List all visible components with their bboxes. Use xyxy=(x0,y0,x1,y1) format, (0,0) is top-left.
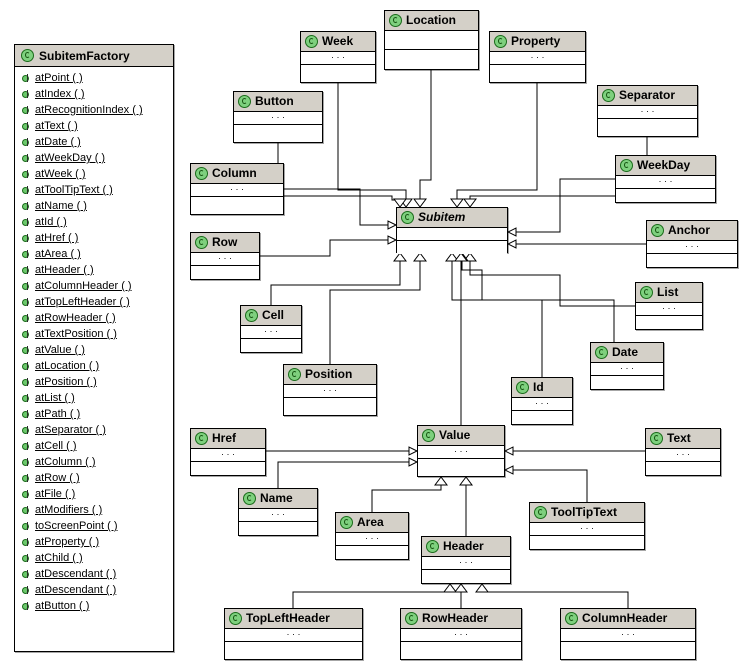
method-icon xyxy=(22,202,31,211)
method-item[interactable] xyxy=(15,86,173,102)
method-label: atDescendant ( ) xyxy=(35,568,117,580)
method-item[interactable] xyxy=(15,118,173,134)
class-node-title xyxy=(530,503,644,523)
class-node-column[interactable] xyxy=(190,163,284,215)
class-name: Subitem xyxy=(418,210,466,224)
operations-compartment xyxy=(512,411,572,424)
class-icon xyxy=(516,381,529,394)
class-node-separator[interactable] xyxy=(597,85,698,137)
method-label: atWeekDay ( ) xyxy=(35,152,106,164)
operations-compartment xyxy=(336,546,408,559)
method-item[interactable] xyxy=(15,134,173,150)
class-name: Id xyxy=(533,380,544,394)
class-name: Text xyxy=(667,431,691,445)
method-item[interactable] xyxy=(15,598,173,614)
attributes-compartment: · · · xyxy=(591,363,663,376)
method-label: atTopLeftHeader ( ) xyxy=(35,296,130,308)
method-icon xyxy=(22,186,31,195)
method-item[interactable] xyxy=(15,550,173,566)
method-label: atRecognitionIndex ( ) xyxy=(35,104,143,116)
method-label: atHref ( ) xyxy=(35,232,79,244)
operations-compartment xyxy=(397,241,507,254)
class-name: Separator xyxy=(619,88,676,102)
method-item[interactable] xyxy=(15,390,173,406)
method-label: atArea ( ) xyxy=(35,248,81,260)
class-name: Row xyxy=(212,235,238,249)
class-name: Week xyxy=(322,34,354,48)
method-icon xyxy=(22,538,31,547)
attributes-compartment: · · · xyxy=(225,629,362,642)
method-icon xyxy=(22,298,31,307)
method-label: atValue ( ) xyxy=(35,344,85,356)
method-icon xyxy=(22,570,31,579)
class-name: RowHeader xyxy=(422,611,489,625)
method-icon xyxy=(22,426,31,435)
class-name: Cell xyxy=(262,308,285,322)
method-item[interactable] xyxy=(15,182,173,198)
class-node-title xyxy=(397,208,507,228)
class-icon xyxy=(288,368,301,381)
operations-compartment xyxy=(490,65,585,78)
class-node-title xyxy=(385,11,478,31)
attributes-compartment: · · · xyxy=(512,398,572,411)
operations-compartment xyxy=(191,266,259,279)
method-icon xyxy=(22,218,31,227)
class-name: Anchor xyxy=(668,223,710,237)
method-icon xyxy=(22,394,31,403)
attributes-compartment: · · · xyxy=(284,385,376,398)
method-item[interactable] xyxy=(15,278,173,294)
attributes-compartment: · · · xyxy=(647,241,737,254)
class-name: TopLeftHeader xyxy=(246,611,330,625)
method-icon xyxy=(22,234,31,243)
operations-compartment xyxy=(616,189,715,202)
method-item[interactable] xyxy=(15,166,173,182)
class-node-title xyxy=(616,156,715,176)
method-label: atFile ( ) xyxy=(35,488,76,500)
class-name: Button xyxy=(255,94,294,108)
attributes-compartment: · · · xyxy=(490,52,585,65)
method-icon xyxy=(22,154,31,163)
class-icon xyxy=(340,516,353,529)
operations-compartment xyxy=(647,254,737,267)
class-node-title xyxy=(591,343,663,363)
method-label: atButton ( ) xyxy=(35,600,90,612)
method-icon xyxy=(22,474,31,483)
class-node-title xyxy=(490,32,585,52)
method-icon xyxy=(22,410,31,419)
class-node-title xyxy=(646,429,720,449)
method-item[interactable] xyxy=(15,326,173,342)
method-icon xyxy=(22,138,31,147)
method-item[interactable] xyxy=(15,342,173,358)
class-icon xyxy=(195,236,208,249)
method-icon xyxy=(22,314,31,323)
operations-compartment xyxy=(636,316,702,329)
class-name: Column xyxy=(212,166,257,180)
method-label: atSeparator ( ) xyxy=(35,424,106,436)
method-icon xyxy=(22,250,31,259)
operations-compartment xyxy=(591,376,663,389)
method-item[interactable] xyxy=(15,406,173,422)
method-item[interactable] xyxy=(15,582,173,598)
method-label: atName ( ) xyxy=(35,200,87,212)
class-icon xyxy=(243,492,256,505)
class-name: Location xyxy=(406,13,456,27)
attributes-compartment: · · · xyxy=(239,509,317,522)
class-node-name[interactable] xyxy=(238,488,318,536)
method-item[interactable] xyxy=(15,246,173,262)
class-icon xyxy=(238,95,251,108)
operations-compartment xyxy=(418,459,504,472)
method-icon xyxy=(22,90,31,99)
class-node-list[interactable] xyxy=(635,282,703,330)
method-item[interactable] xyxy=(15,518,173,534)
class-icon xyxy=(640,286,653,299)
method-label: atToolTipText ( ) xyxy=(35,184,113,196)
class-node-anchor[interactable] xyxy=(646,220,738,268)
method-icon xyxy=(22,442,31,451)
method-icon xyxy=(22,602,31,611)
class-icon xyxy=(565,612,578,625)
method-label: atModifiers ( ) xyxy=(35,504,103,516)
attributes-compartment: · · · xyxy=(418,446,504,459)
class-name: ColumnHeader xyxy=(582,611,668,625)
method-item[interactable] xyxy=(15,374,173,390)
attributes-compartment xyxy=(385,31,478,50)
operations-compartment xyxy=(191,462,265,475)
class-icon xyxy=(534,506,547,519)
attributes-compartment xyxy=(397,228,507,241)
class-node-title xyxy=(239,489,317,509)
class-node-title xyxy=(512,378,572,398)
method-label: atColumn ( ) xyxy=(35,456,96,468)
class-node-title xyxy=(191,429,265,449)
method-label: toScreenPoint ( ) xyxy=(35,520,118,532)
class-node-row[interactable] xyxy=(190,232,260,280)
class-icon xyxy=(405,612,418,625)
attributes-compartment: · · · xyxy=(234,112,322,125)
class-name: Name xyxy=(260,491,293,505)
class-name: Header xyxy=(443,539,484,553)
operations-compartment xyxy=(191,197,283,210)
class-node-topleftheader[interactable] xyxy=(224,608,363,660)
class-node-title xyxy=(301,32,375,52)
class-node-button[interactable] xyxy=(233,91,323,143)
operations-compartment xyxy=(239,522,317,535)
class-node-title xyxy=(647,221,737,241)
attributes-compartment: · · · xyxy=(561,629,695,642)
class-node-title xyxy=(191,233,259,253)
class-node-title xyxy=(336,513,408,533)
operations-compartment xyxy=(225,642,362,655)
method-item[interactable] xyxy=(15,470,173,486)
method-icon xyxy=(22,522,31,531)
class-icon xyxy=(620,159,633,172)
class-node-title xyxy=(422,537,510,557)
attributes-compartment: · · · xyxy=(598,106,697,119)
class-node-property[interactable] xyxy=(489,31,586,83)
method-item[interactable] xyxy=(15,566,173,582)
method-label: atRowHeader ( ) xyxy=(35,312,116,324)
method-icon xyxy=(22,170,31,179)
method-item[interactable] xyxy=(15,534,173,550)
class-name: Value xyxy=(439,428,471,442)
class-icon xyxy=(195,432,208,445)
method-icon xyxy=(22,362,31,371)
class-icon xyxy=(651,224,664,237)
attributes-compartment: · · · xyxy=(530,523,644,536)
class-node-header[interactable] xyxy=(421,536,511,584)
attributes-compartment: · · · xyxy=(191,253,259,266)
class-node-location[interactable] xyxy=(384,10,479,70)
class-node-title xyxy=(241,306,301,326)
class-node-title xyxy=(418,426,504,446)
class-node-position[interactable] xyxy=(283,364,377,416)
method-item[interactable] xyxy=(15,358,173,374)
method-label: atPosition ( ) xyxy=(35,376,97,388)
class-name: WeekDay xyxy=(637,158,691,172)
class-icon xyxy=(650,432,663,445)
attributes-compartment: · · · xyxy=(191,449,265,462)
class-node-title xyxy=(636,283,702,303)
attributes-compartment: · · · xyxy=(191,184,283,197)
method-label: atList ( ) xyxy=(35,392,75,404)
operations-compartment xyxy=(598,119,697,132)
class-node-text[interactable] xyxy=(645,428,721,476)
method-item[interactable] xyxy=(15,198,173,214)
class-node-value[interactable] xyxy=(417,425,505,477)
method-item[interactable] xyxy=(15,310,173,326)
method-icon xyxy=(22,506,31,515)
method-label: atPoint ( ) xyxy=(35,72,83,84)
method-icon xyxy=(22,74,31,83)
operations-compartment xyxy=(234,125,322,138)
method-label: atHeader ( ) xyxy=(35,264,94,276)
class-icon xyxy=(401,211,414,224)
method-label: atDate ( ) xyxy=(35,136,81,148)
class-node-date[interactable] xyxy=(590,342,664,390)
method-item[interactable] xyxy=(15,502,173,518)
attributes-compartment: · · · xyxy=(241,326,301,339)
class-icon xyxy=(389,14,402,27)
class-node-title xyxy=(598,86,697,106)
method-item[interactable] xyxy=(15,214,173,230)
method-item[interactable] xyxy=(15,486,173,502)
method-label: atCell ( ) xyxy=(35,440,77,452)
class-icon xyxy=(229,612,242,625)
class-name: ToolTipText xyxy=(551,505,617,519)
class-name: SubitemFactory xyxy=(39,48,130,63)
class-node-title xyxy=(191,164,283,184)
attributes-compartment: · · · xyxy=(646,449,720,462)
class-node-weekday[interactable] xyxy=(615,155,716,203)
class-box-subitemfactory[interactable] xyxy=(14,44,174,652)
class-node-area[interactable] xyxy=(335,512,409,560)
class-node-tooltiptext[interactable] xyxy=(529,502,645,550)
attributes-compartment: · · · xyxy=(336,533,408,546)
attributes-compartment: · · · xyxy=(636,303,702,316)
method-label: atRow ( ) xyxy=(35,472,80,484)
method-label: atId ( ) xyxy=(35,216,67,228)
method-icon xyxy=(22,458,31,467)
class-icon xyxy=(21,49,34,62)
operations-compartment xyxy=(401,642,521,655)
class-node-columnheader[interactable] xyxy=(560,608,696,660)
class-box-title xyxy=(15,45,173,67)
class-node-href[interactable] xyxy=(190,428,266,476)
method-label: atDescendant ( ) xyxy=(35,584,117,596)
method-icon xyxy=(22,554,31,563)
method-label: atIndex ( ) xyxy=(35,88,85,100)
operations-compartment xyxy=(646,462,720,475)
operations-compartment xyxy=(422,570,510,583)
method-item[interactable] xyxy=(15,262,173,278)
class-node-subitem[interactable] xyxy=(396,207,508,253)
method-icon xyxy=(22,586,31,595)
method-item[interactable] xyxy=(15,70,173,86)
method-label: atText ( ) xyxy=(35,120,78,132)
method-icon xyxy=(22,330,31,339)
class-node-title xyxy=(401,609,521,629)
class-icon xyxy=(422,429,435,442)
operations-compartment xyxy=(530,536,644,549)
class-node-week[interactable] xyxy=(300,31,376,83)
class-node-id[interactable] xyxy=(511,377,573,425)
method-item[interactable] xyxy=(15,150,173,166)
class-name: List xyxy=(657,285,679,299)
class-name: Property xyxy=(511,34,561,48)
method-icon xyxy=(22,490,31,499)
method-label: atLocation ( ) xyxy=(35,360,100,372)
class-icon xyxy=(305,35,318,48)
class-node-title xyxy=(234,92,322,112)
method-icon xyxy=(22,106,31,115)
class-name: Area xyxy=(357,515,384,529)
class-icon xyxy=(426,540,439,553)
operations-compartment xyxy=(385,50,478,63)
operations-compartment xyxy=(561,642,695,655)
attributes-compartment: · · · xyxy=(301,52,375,65)
class-node-title xyxy=(561,609,695,629)
method-icon xyxy=(22,266,31,275)
method-label: atChild ( ) xyxy=(35,552,83,564)
class-name: Date xyxy=(612,345,639,359)
class-icon xyxy=(195,167,208,180)
method-label: atPath ( ) xyxy=(35,408,81,420)
attributes-compartment: · · · xyxy=(401,629,521,642)
method-label: atColumnHeader ( ) xyxy=(35,280,132,292)
method-icon xyxy=(22,122,31,131)
operations-compartment xyxy=(241,339,301,352)
method-label: atProperty ( ) xyxy=(35,536,100,548)
class-name: Position xyxy=(305,367,353,381)
attributes-compartment: · · · xyxy=(422,557,510,570)
method-item[interactable] xyxy=(15,422,173,438)
class-node-title xyxy=(225,609,362,629)
method-label: atWeek ( ) xyxy=(35,168,86,180)
method-list xyxy=(15,67,173,617)
class-node-rowheader[interactable] xyxy=(400,608,522,660)
class-node-title xyxy=(284,365,376,385)
method-item[interactable] xyxy=(15,454,173,470)
operations-compartment xyxy=(284,398,376,411)
method-label: atTextPosition ( ) xyxy=(35,328,117,340)
class-node-cell[interactable] xyxy=(240,305,302,353)
method-item[interactable] xyxy=(15,438,173,454)
method-item[interactable] xyxy=(15,102,173,118)
method-icon xyxy=(22,346,31,355)
method-icon xyxy=(22,282,31,291)
class-icon xyxy=(595,346,608,359)
operations-compartment xyxy=(301,65,375,78)
method-item[interactable] xyxy=(15,294,173,310)
class-name: Href xyxy=(212,431,237,445)
attributes-compartment: · · · xyxy=(616,176,715,189)
method-item[interactable] xyxy=(15,230,173,246)
method-icon xyxy=(22,378,31,387)
class-icon xyxy=(245,309,258,322)
class-icon xyxy=(494,35,507,48)
class-icon xyxy=(602,89,615,102)
